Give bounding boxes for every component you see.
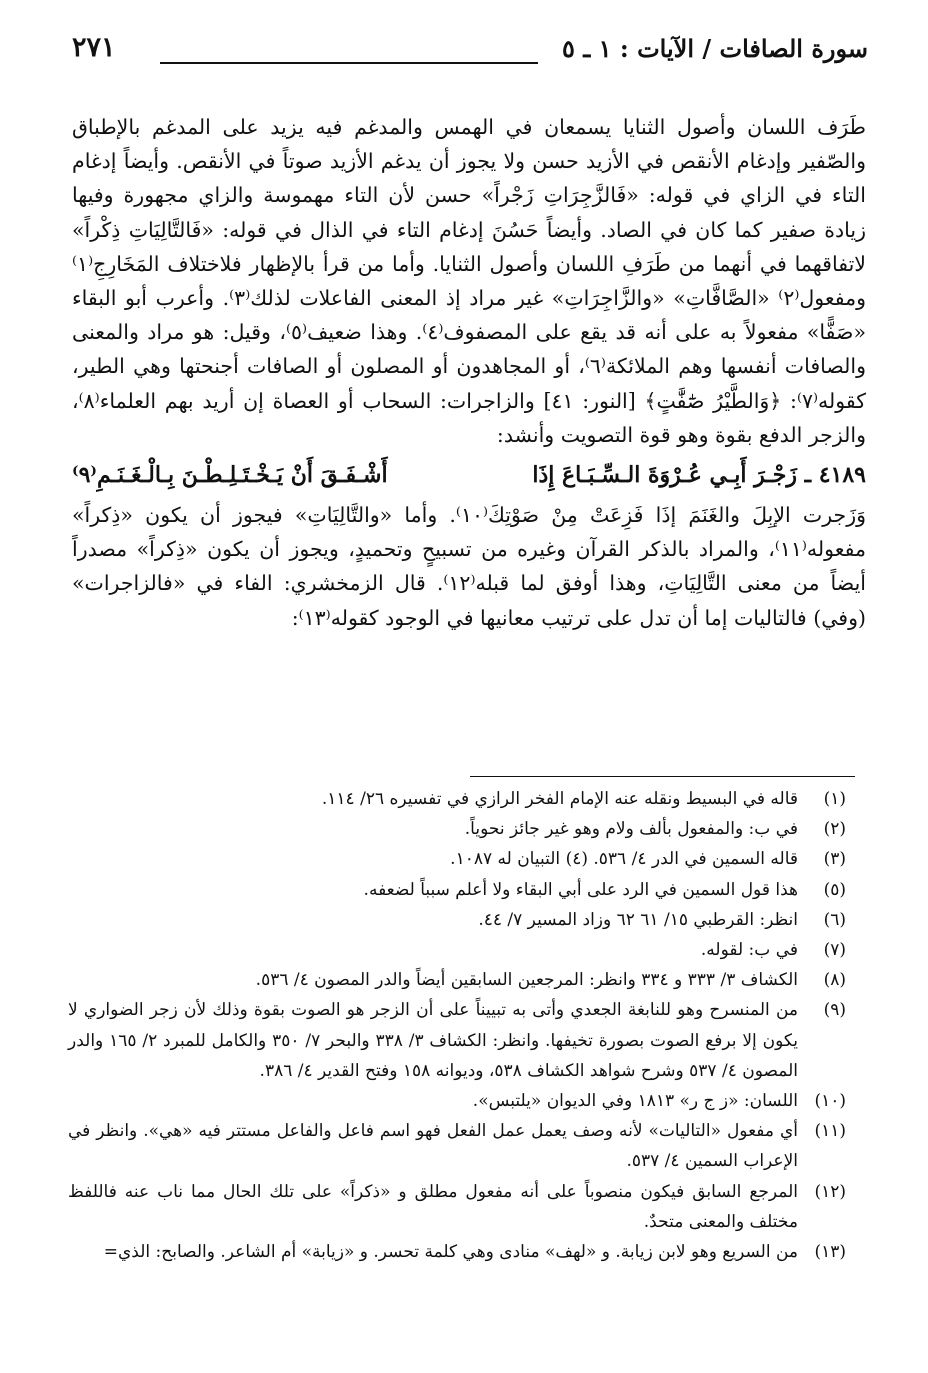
footnote-number: (٥) bbox=[823, 879, 846, 900]
footnote-text: من المنسرح وهو للنابغة الجعدي وأتى به تبييناً على أن الزجر هو الصوت بقوة وذلك لأن زجر الضواري لا يكون إلا برفع الصوت بصورة تخيفها. وانظر: الكشاف ٣/ ٣٣٨ والبحر ٧/ ٣٥٠ والكامل للمبرد ٢/ ١٦٥ والدر المصون ٤/ ٥٣٧ وشرح شواهد الكشاف ٥٣٨، وديوانه ١٥٨ وفتح القدير ٤/ ٣٨٦. bbox=[68, 1000, 798, 1081]
footnote-number: (١٠) bbox=[814, 1091, 846, 1112]
running-title: سورة الصافات / الآيات : ١ ـ ٥ bbox=[561, 34, 868, 63]
footnotes bbox=[68, 784, 846, 1267]
footnote bbox=[68, 905, 846, 935]
footnote-number: (٦) bbox=[823, 909, 846, 930]
footnote bbox=[68, 875, 846, 905]
verse-second-hemistich: أَشْـفَـقَ أَنْ يَـخْـتَـلِـطْـنَ بِـالْـغَـنَـمِ⁽٩⁾ bbox=[72, 462, 388, 489]
footnote bbox=[68, 1177, 846, 1237]
footnote-rule bbox=[470, 776, 855, 777]
footnote bbox=[68, 935, 846, 965]
page-number: ٢٧١ bbox=[72, 32, 116, 63]
footnote-text: هذا قول السمين في الرد على أبي البقاء ولا أعلم سبباً لضعفه. bbox=[363, 879, 798, 900]
footnote-number: (٢) bbox=[823, 819, 846, 840]
footnote-text: انظر: القرطبي ١٥/ ٦١ ٦٢ وزاد المسير ٧/ ٤٤. bbox=[478, 909, 798, 930]
footnote-text: قاله في البسيط ونقله عنه الإمام الفخر الرازي في تفسيره ٢٦/ ١١٤. bbox=[321, 789, 798, 809]
footnote-number: (٨) bbox=[823, 970, 846, 991]
footnote-text: المرجع السابق فيكون منصوباً على أنه مفعول مطلق و «ذكراً» على تلك الحال مما ناب عنه فاللفظ مختلف والمعنى متحدٌ. bbox=[68, 1181, 798, 1232]
poetry-verse bbox=[72, 454, 866, 496]
paragraph: طَرَف اللسان وأصول الثنايا يسمعان في الهمس والمدغم فيه يزيد على المدغم بالإطباق والصّفير وإدغام الأنقص في الأزيد حسن ولا يجوز أن يدغم الأزيد صوتاً في الأنقص. وأيضاً إدغام التاء في الزاي في قوله: «فَالزَّجِرَاتِ زَجْراً» حسن لأن التاء مهموسة والزاي مجهورة وفيها زيادة صفير كما كان في الصاد. وأيضاً حَسُنَ إدغام التاء في الذال في قوله: «فَالتَّالِيَاتِ ذِكْراً» لاتفاقهما في أنهما من طَرَفِ اللسان وأصول الثنايا. وأما من قرأ بالإظهار فلاختلاف المَخَارِجِ⁽١⁾ ومفعول⁽٢⁾ «الصَّافَّاتِ» «والزَّاجِرَاتِ» غير مراد إذ المعنى الفاعلات لذلك⁽٣⁾. وأعرب أبو البقاء «صَفًّا» مفعولاً به على أنه قد يقع على المصفوف⁽٤⁾. وهذا ضعيف⁽٥⁾، وقيل: هو مراد والمعنى والصافات أنفسها وهم الملائكة⁽٦⁾، أو المجاهدون أو المصلون أو الصافات أجنحتها وهي الطير، كقوله⁽٧⁾: ﴿وَالطَّيْرُ صَٰٓفَّٰتٍ﴾ [النور: ٤١] والزاجرات: السحاب أو العصاة إن أريد بهم العلماء⁽٨⁾، والزجر الدفع بقوة وهو قوة التصويت وأنشد: bbox=[72, 115, 867, 447]
footnote-number: (٩) bbox=[823, 1000, 846, 1021]
footnote-text: قاله السمين في الدر ٤/ ٥٣٦. bbox=[593, 849, 798, 870]
footnote-text: من السريع وهو لابن زيابة. و «لهف» منادى وهي كلمة تحسر. و «زيابة» أم الشاعر. والصابح: الذي= bbox=[103, 1242, 798, 1263]
footnote-number: (٧) bbox=[823, 940, 846, 961]
footnote-number: (١) bbox=[823, 789, 846, 809]
footnote-text: أي مفعول «التاليات» لأنه وصف يعمل عمل الفعل فهو اسم فاعل والفاعل مستتر فيه «هي». وانظر في الإعراب السمين ٤/ ٥٣٧. bbox=[68, 1121, 798, 1172]
paragraph: وَزَجرت الإبِلَ والغَنَمَ إذَا فَزِعَتْ مِنْ صَوْتِكَ⁽١٠⁾. وأما «والتَّالِيَاتِ» فيجوز أن يكون «ذِكراً» مفعوله⁽١١⁾، والمراد بالذكر القرآن وغيره من تسبيحٍ وتحميدٍ، ويجوز أن يكون «ذِكراً» مصدراً أيضاً من معنى التَّالِيَاتِ، وهذا أوفق لما قبله⁽١٢⁾. قال الزمخشري: الفاء في «فالزاجرات» (وفي) فالتاليات إما أن تدل على ترتيب معانيها في الوجود كقوله⁽١٣⁾: bbox=[72, 503, 866, 630]
footnote-number: (١١) bbox=[814, 1121, 846, 1142]
footnote bbox=[68, 1086, 846, 1116]
header-rule bbox=[160, 62, 538, 64]
footnote bbox=[68, 1116, 846, 1176]
footnote-inline-pair bbox=[450, 849, 588, 869]
footnote-text: اللسان: «ز ج ر» ١٨١٣ وفي الديوان «يلتبس». bbox=[472, 1091, 798, 1112]
footnote-number: (٤) bbox=[565, 849, 588, 870]
footnote-text: في ب: لقوله. bbox=[700, 940, 798, 961]
footnote-number: (١٣) bbox=[814, 1242, 846, 1263]
footnote-text: الكشاف ٣/ ٣٣٣ و ٣٣٤ وانظر: المرجعين السابقين أيضاً والدر المصون ٤/ ٥٣٦. bbox=[255, 970, 798, 991]
footnote bbox=[68, 1237, 846, 1267]
page-header bbox=[60, 28, 868, 76]
footnote bbox=[68, 784, 846, 814]
footnote-number: (٣) bbox=[823, 849, 846, 870]
footnote-text: التبيان له ١٠٨٧. bbox=[450, 849, 561, 870]
footnote bbox=[68, 995, 846, 1086]
main-text bbox=[72, 110, 866, 635]
footnote bbox=[68, 965, 846, 995]
verse-first-hemistich: ٤١٨٩ ـ زَجْـرَ أَبِـي عُـرْوَةَ الـسِّـبَـاعَ إِذَا bbox=[532, 462, 866, 489]
footnote-text: في ب: والمفعول بألف ولام وهو غير جائز نحوياً. bbox=[464, 819, 798, 840]
footnote-number: (١٢) bbox=[814, 1181, 846, 1202]
footnote bbox=[68, 814, 846, 844]
footnote bbox=[68, 844, 846, 874]
